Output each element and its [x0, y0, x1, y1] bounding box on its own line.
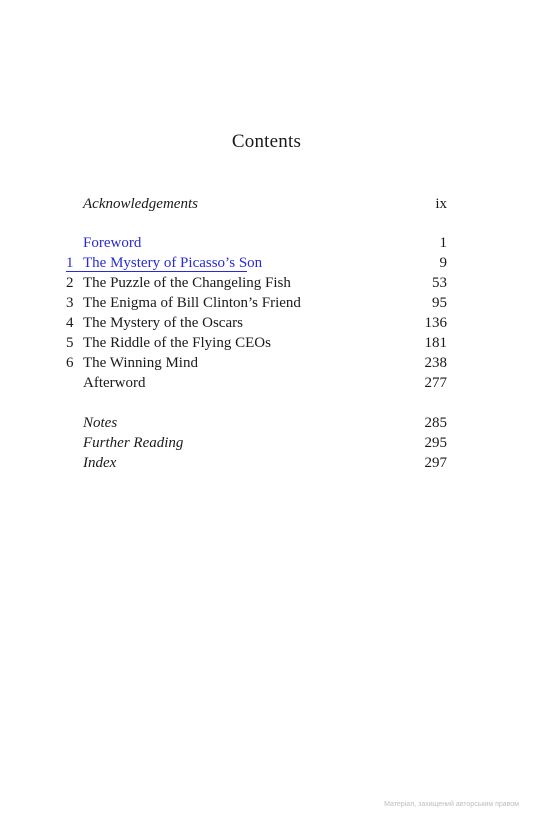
toc-entry-label: Further Reading	[83, 435, 184, 451]
page-title: Contents	[231, 131, 302, 152]
toc-entry-chapter-1[interactable]	[0, 253, 533, 273]
toc-entry-foreword[interactable]	[0, 233, 533, 253]
toc-entry-label: The Enigma of Bill Clinton’s Friend	[83, 295, 301, 311]
toc-entry-page: 238	[424, 355, 447, 371]
toc-entry-further-reading[interactable]	[0, 433, 533, 453]
toc-entry-page: 181	[424, 335, 447, 351]
copyright-watermark: Матеріал, захищений авторським правом	[384, 801, 519, 808]
toc-entry-chapter-2[interactable]	[0, 273, 533, 293]
toc-entry-page: 136	[424, 315, 447, 331]
toc-entry-label: The Winning Mind	[83, 355, 198, 371]
toc-entry-page: 53	[432, 275, 447, 291]
toc-entry-afterword[interactable]	[0, 373, 533, 393]
toc-entry-chapter-4[interactable]	[0, 313, 533, 333]
toc-entry-label: Notes	[83, 415, 118, 431]
toc-entry-page: 285	[424, 415, 447, 431]
toc-entry-page: 95	[432, 295, 447, 311]
toc-entry-notes[interactable]	[0, 413, 533, 433]
toc-entry-number: 4	[66, 315, 74, 331]
toc-entry-chapter-5[interactable]	[0, 333, 533, 353]
toc-entry-number: 6	[66, 355, 74, 371]
link-underline	[66, 271, 247, 272]
toc-entry-page: 277	[424, 375, 447, 391]
toc-entry-label: Foreword	[83, 235, 142, 251]
toc-entry-label: Acknowledgements	[83, 196, 198, 212]
toc-entry-index[interactable]	[0, 453, 533, 473]
toc-entry-page: 1	[439, 235, 447, 251]
toc-entry-label: The Mystery of Picasso’s Son	[83, 255, 263, 271]
toc-entry-number: 5	[66, 335, 74, 351]
toc-entry-acknowledgements[interactable]	[0, 194, 533, 214]
toc-entry-page: 295	[424, 435, 447, 451]
toc-entry-number: 3	[66, 295, 74, 311]
toc-entry-label: Index	[83, 455, 117, 471]
toc-entry-page: ix	[435, 196, 447, 212]
toc-entry-label: The Riddle of the Flying CEOs	[83, 335, 271, 351]
toc-entry-label: The Puzzle of the Changeling Fish	[83, 275, 291, 291]
toc-entry-page: 9	[439, 255, 447, 271]
toc-entry-label: Afterword	[83, 375, 146, 391]
toc-entry-label: The Mystery of the Oscars	[83, 315, 243, 331]
toc-entry-number: 2	[66, 275, 74, 291]
toc-entry-page: 297	[424, 455, 447, 471]
toc-entry-chapter-6[interactable]	[0, 353, 533, 373]
toc-entry-number: 1	[66, 255, 74, 271]
toc-entry-chapter-3[interactable]	[0, 293, 533, 313]
